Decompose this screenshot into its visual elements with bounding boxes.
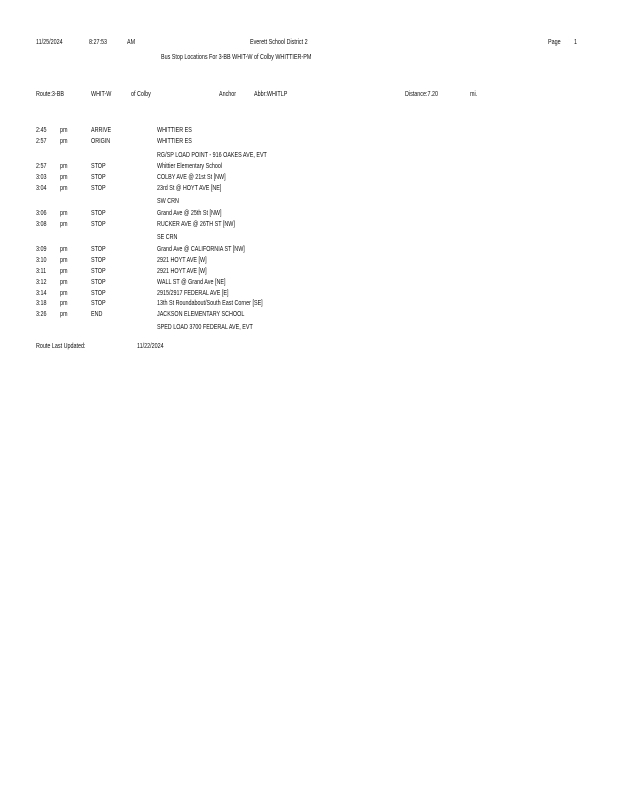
stop-period: pm <box>60 309 68 318</box>
stop-row <box>0 220 618 230</box>
stop-type: STOP <box>91 208 106 217</box>
stop-type: STOP <box>91 277 106 286</box>
stop-time: 3:10 <box>36 255 47 264</box>
stop-period: pm <box>60 255 68 264</box>
stop-type: ORIGIN <box>91 136 111 145</box>
stop-period: pm <box>60 125 68 134</box>
stop-period: pm <box>60 183 68 192</box>
district-title: Everett School District 2 <box>250 37 308 46</box>
stop-location: RG/SP LOAD POINT - 916 OAKES AVE, EVT <box>157 150 267 159</box>
stop-period: pm <box>60 172 68 181</box>
stop-row <box>0 256 618 266</box>
route-code: WHIT-W <box>91 89 112 98</box>
page-label: Page <box>548 37 561 46</box>
stop-time: 3:12 <box>36 277 47 286</box>
stop-type: STOP <box>91 266 106 275</box>
stop-row <box>0 245 618 255</box>
stop-type: STOP <box>91 172 106 181</box>
stop-period: pm <box>60 219 68 228</box>
stop-period: pm <box>60 288 68 297</box>
stop-location: Grand Ave @ 25th St [NW] <box>157 208 222 217</box>
stop-row <box>0 267 618 277</box>
stop-time: 3:08 <box>36 219 47 228</box>
stop-type: ARRIVE <box>91 125 112 134</box>
stop-period: pm <box>60 266 68 275</box>
stop-type: STOP <box>91 161 106 170</box>
anchor-abbr: Abbr:WHITLP <box>254 89 288 98</box>
stop-time: 3:03 <box>36 172 47 181</box>
stop-period: pm <box>60 136 68 145</box>
stop-location: SPED LOAD 3700 FEDERAL AVE, EVT <box>157 322 253 331</box>
stop-time: 2:57 <box>36 136 47 145</box>
stop-location: 2921 HOYT AVE [W] <box>157 266 207 275</box>
stop-location: SE CRN <box>157 232 178 241</box>
stop-location: RUCKER AVE @ 26TH ST [NW] <box>157 219 235 228</box>
stop-time: 2:45 <box>36 125 47 134</box>
stop-period: pm <box>60 277 68 286</box>
stop-location: COLBY AVE @ 21st St [NW] <box>157 172 226 181</box>
stop-time: 3:11 <box>36 266 47 275</box>
stop-type: END <box>91 309 103 318</box>
report-subtitle: Bus Stop Locations For 3-BB WHIT-W of Colby WHITTIER-PM <box>161 52 312 61</box>
last-updated-date: 11/22/2024 <box>137 341 164 350</box>
report-ampm: AM <box>127 37 136 46</box>
stop-note-row <box>0 151 618 161</box>
stop-period: pm <box>60 208 68 217</box>
stop-period: pm <box>60 161 68 170</box>
stop-location: 2915/2917 FEDERAL AVE [E] <box>157 288 229 297</box>
stop-row <box>0 184 618 194</box>
stop-location: Whittier Elementary School <box>157 161 223 170</box>
stop-type: STOP <box>91 288 106 297</box>
stop-time: 3:04 <box>36 183 47 192</box>
stop-period: pm <box>60 298 68 307</box>
stop-row <box>0 299 618 309</box>
stop-location: WALL ST @ Grand Ave [NE] <box>157 277 226 286</box>
anchor-label: Anchor <box>219 89 237 98</box>
stop-type: STOP <box>91 298 106 307</box>
stop-row <box>0 137 618 147</box>
stop-type: STOP <box>91 255 106 264</box>
stop-row <box>0 173 618 183</box>
stop-time: 3:14 <box>36 288 47 297</box>
stop-note-row <box>0 233 618 243</box>
stop-time: 3:09 <box>36 244 47 253</box>
last-updated-label: Route Last Updated: <box>36 341 86 350</box>
stop-note-row <box>0 323 618 333</box>
stop-type: STOP <box>91 183 106 192</box>
route-of-colby: of Colby <box>131 89 151 98</box>
stop-period: pm <box>60 244 68 253</box>
stop-location: Grand Ave @ CALIFORNIA ST [NW] <box>157 244 245 253</box>
stop-row <box>0 310 618 320</box>
stop-location: SW CRN <box>157 196 179 205</box>
stop-location: WHITTIER ES <box>157 125 192 134</box>
stop-location: WHITTIER ES <box>157 136 192 145</box>
stop-location: JACKSON ELEMENTARY SCHOOL <box>157 309 245 318</box>
stop-row <box>0 162 618 172</box>
stop-location: 23rd St @ HOYT AVE [NE] <box>157 183 222 192</box>
report-time: 8:27:53 <box>89 37 108 46</box>
stop-row <box>0 209 618 219</box>
stop-time: 2:57 <box>36 161 47 170</box>
stop-time: 3:06 <box>36 208 47 217</box>
stop-time: 3:18 <box>36 298 47 307</box>
stop-type: STOP <box>91 219 106 228</box>
stop-location: 13th St Roundabout/South East Corner [SE] <box>157 298 263 307</box>
stop-row <box>0 278 618 288</box>
report-date: 11/25/2024 <box>36 37 63 46</box>
stop-type: STOP <box>91 244 106 253</box>
stop-note-row <box>0 197 618 207</box>
stop-time: 3:26 <box>36 309 47 318</box>
page-number: 1 <box>574 37 578 46</box>
stop-row <box>0 126 618 136</box>
stop-location: 2921 HOYT AVE [W] <box>157 255 207 264</box>
route-id: Route:3-BB <box>36 89 64 98</box>
distance-unit: mi. <box>470 89 478 98</box>
route-distance: Distance:7.20 <box>405 89 439 98</box>
